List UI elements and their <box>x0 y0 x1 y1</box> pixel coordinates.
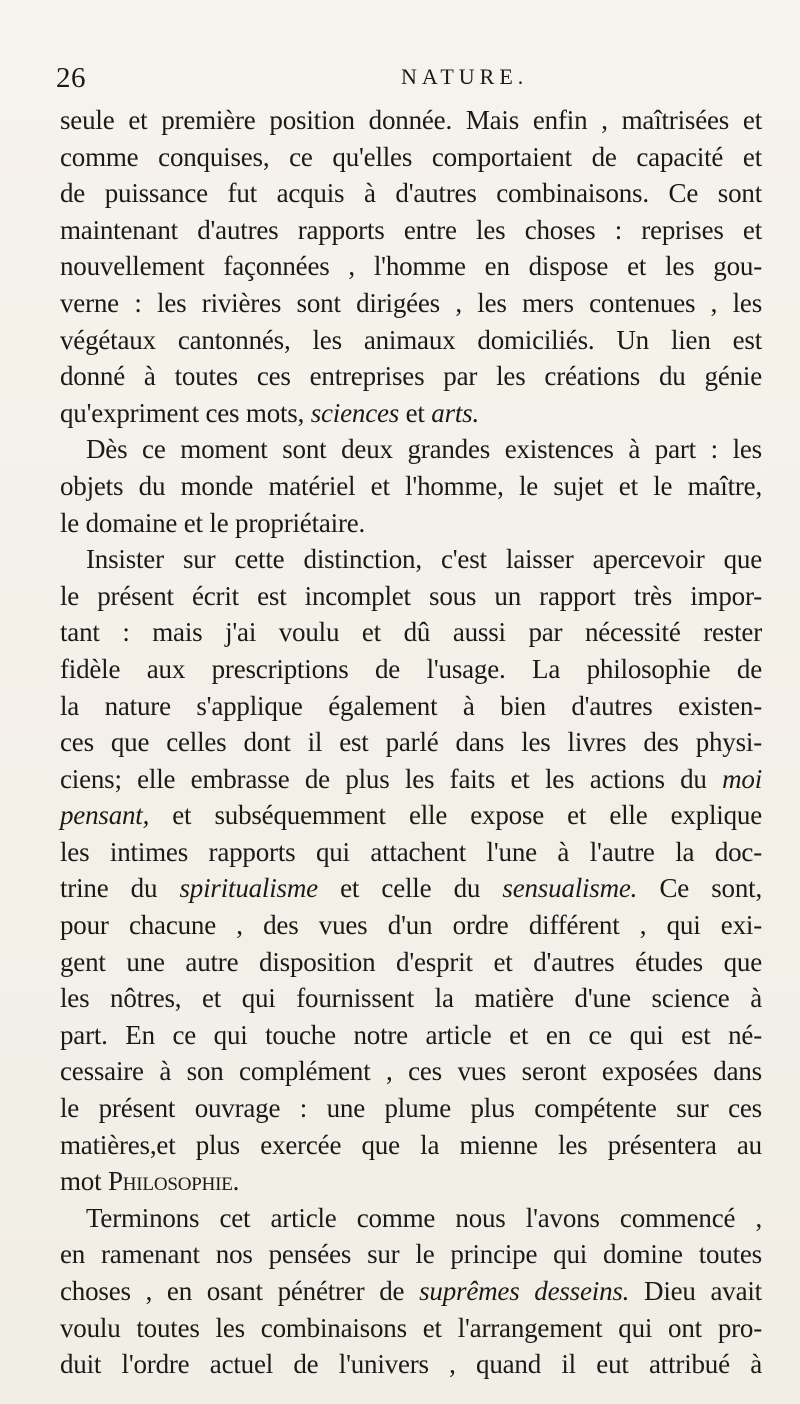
text-line: gent une autre disposition d'esprit et d'autres études que <box>60 946 762 977</box>
text-line: mot Philosophie. <box>60 1166 240 1197</box>
text-line: comme conquises, ce qu'elles comportaient de capacité et <box>60 141 762 172</box>
text-line: seule et première position donnée. Mais enfin , maîtrisées et <box>60 105 762 135</box>
text-line: les nôtres, et qui fournissent la matière d'une science à <box>60 983 762 1014</box>
page-header <box>56 62 756 98</box>
text-line: ces que celles dont il est parlé dans les livres des physi- <box>60 727 762 758</box>
text-line: duit l'ordre actuel de l'univers , quand il eut attribué à <box>60 1349 762 1380</box>
text-line: maintenant d'autres rapports entre les choses : reprises et <box>60 214 762 245</box>
text-line: en ramenant nos pensées sur le principe qui domine toutes <box>60 1239 762 1270</box>
text-line: le présent ouvrage : une plume plus compétente sur ces <box>60 1093 762 1124</box>
text-line: ciens; elle embrasse de plus les faits et les actions du moi <box>60 763 762 794</box>
text-line: trine du spiritualisme et celle du sensualisme. Ce sont, <box>60 873 762 904</box>
paragraph-4 <box>60 1200 762 1383</box>
text-line: les intimes rapports qui attachent l'une à l'autre la doc- <box>60 836 762 867</box>
text-line: voulu toutes les combinaisons et l'arrangement qui ont pro- <box>60 1312 762 1343</box>
text-line: verne : les rivières sont dirigées , les mers contenues , les <box>60 287 762 318</box>
text-line: nouvellement façonnées , l'homme en dispose et les gou- <box>60 251 762 282</box>
text-line: Insister sur cette distinction, c'est laisser apercevoir que <box>86 544 762 575</box>
paragraph-3 <box>60 541 762 1200</box>
text-line: Terminons cet article comme nous l'avons commencé , <box>86 1202 762 1233</box>
text-line: qu'expriment ces mots, sciences et arts. <box>60 397 480 428</box>
page-number: 26 <box>56 62 86 94</box>
text-line: végétaux cantonnés, les animaux domiciliés. Un lien est <box>60 324 762 355</box>
text-line: donné à toutes ces entreprises par les créations du génie <box>60 361 762 392</box>
text-line: pensant, et subséquemment elle expose et elle explique <box>60 800 762 831</box>
text-line: le domaine et le propriétaire. <box>60 507 366 538</box>
text-line: Dès ce moment sont deux grandes existences à part : les <box>86 434 762 465</box>
page-body <box>60 102 762 1383</box>
text-line: pour chacune , des vues d'un ordre différent , qui exi- <box>60 910 762 941</box>
text-line: cessaire à son complément , ces vues seront exposées dans <box>60 1056 762 1087</box>
paragraph-2 <box>60 431 762 541</box>
text-line: objets du monde matériel et l'homme, le sujet et le maître, <box>60 470 762 501</box>
text-line: choses , en osant pénétrer de suprêmes desseins. Dieu avait <box>60 1276 762 1306</box>
running-head: NATURE. <box>401 64 529 89</box>
text-line: matières,et plus exercée que la mienne les présentera au <box>60 1129 762 1160</box>
text-line: fidèle aux prescriptions de l'usage. La philosophie de <box>60 653 762 684</box>
text-line: tant : mais j'ai voulu et dû aussi par nécessité rester <box>60 617 762 648</box>
text-line: la nature s'applique également à bien d'autres existen- <box>60 690 762 721</box>
text-line: part. En ce qui touche notre article et en ce qui est né- <box>60 1019 762 1050</box>
text-line: de puissance fut acquis à d'autres combinaisons. Ce sont <box>60 178 762 209</box>
paragraph-1 <box>60 102 762 431</box>
text-line: le présent écrit est incomplet sous un rapport très impor- <box>60 580 762 611</box>
